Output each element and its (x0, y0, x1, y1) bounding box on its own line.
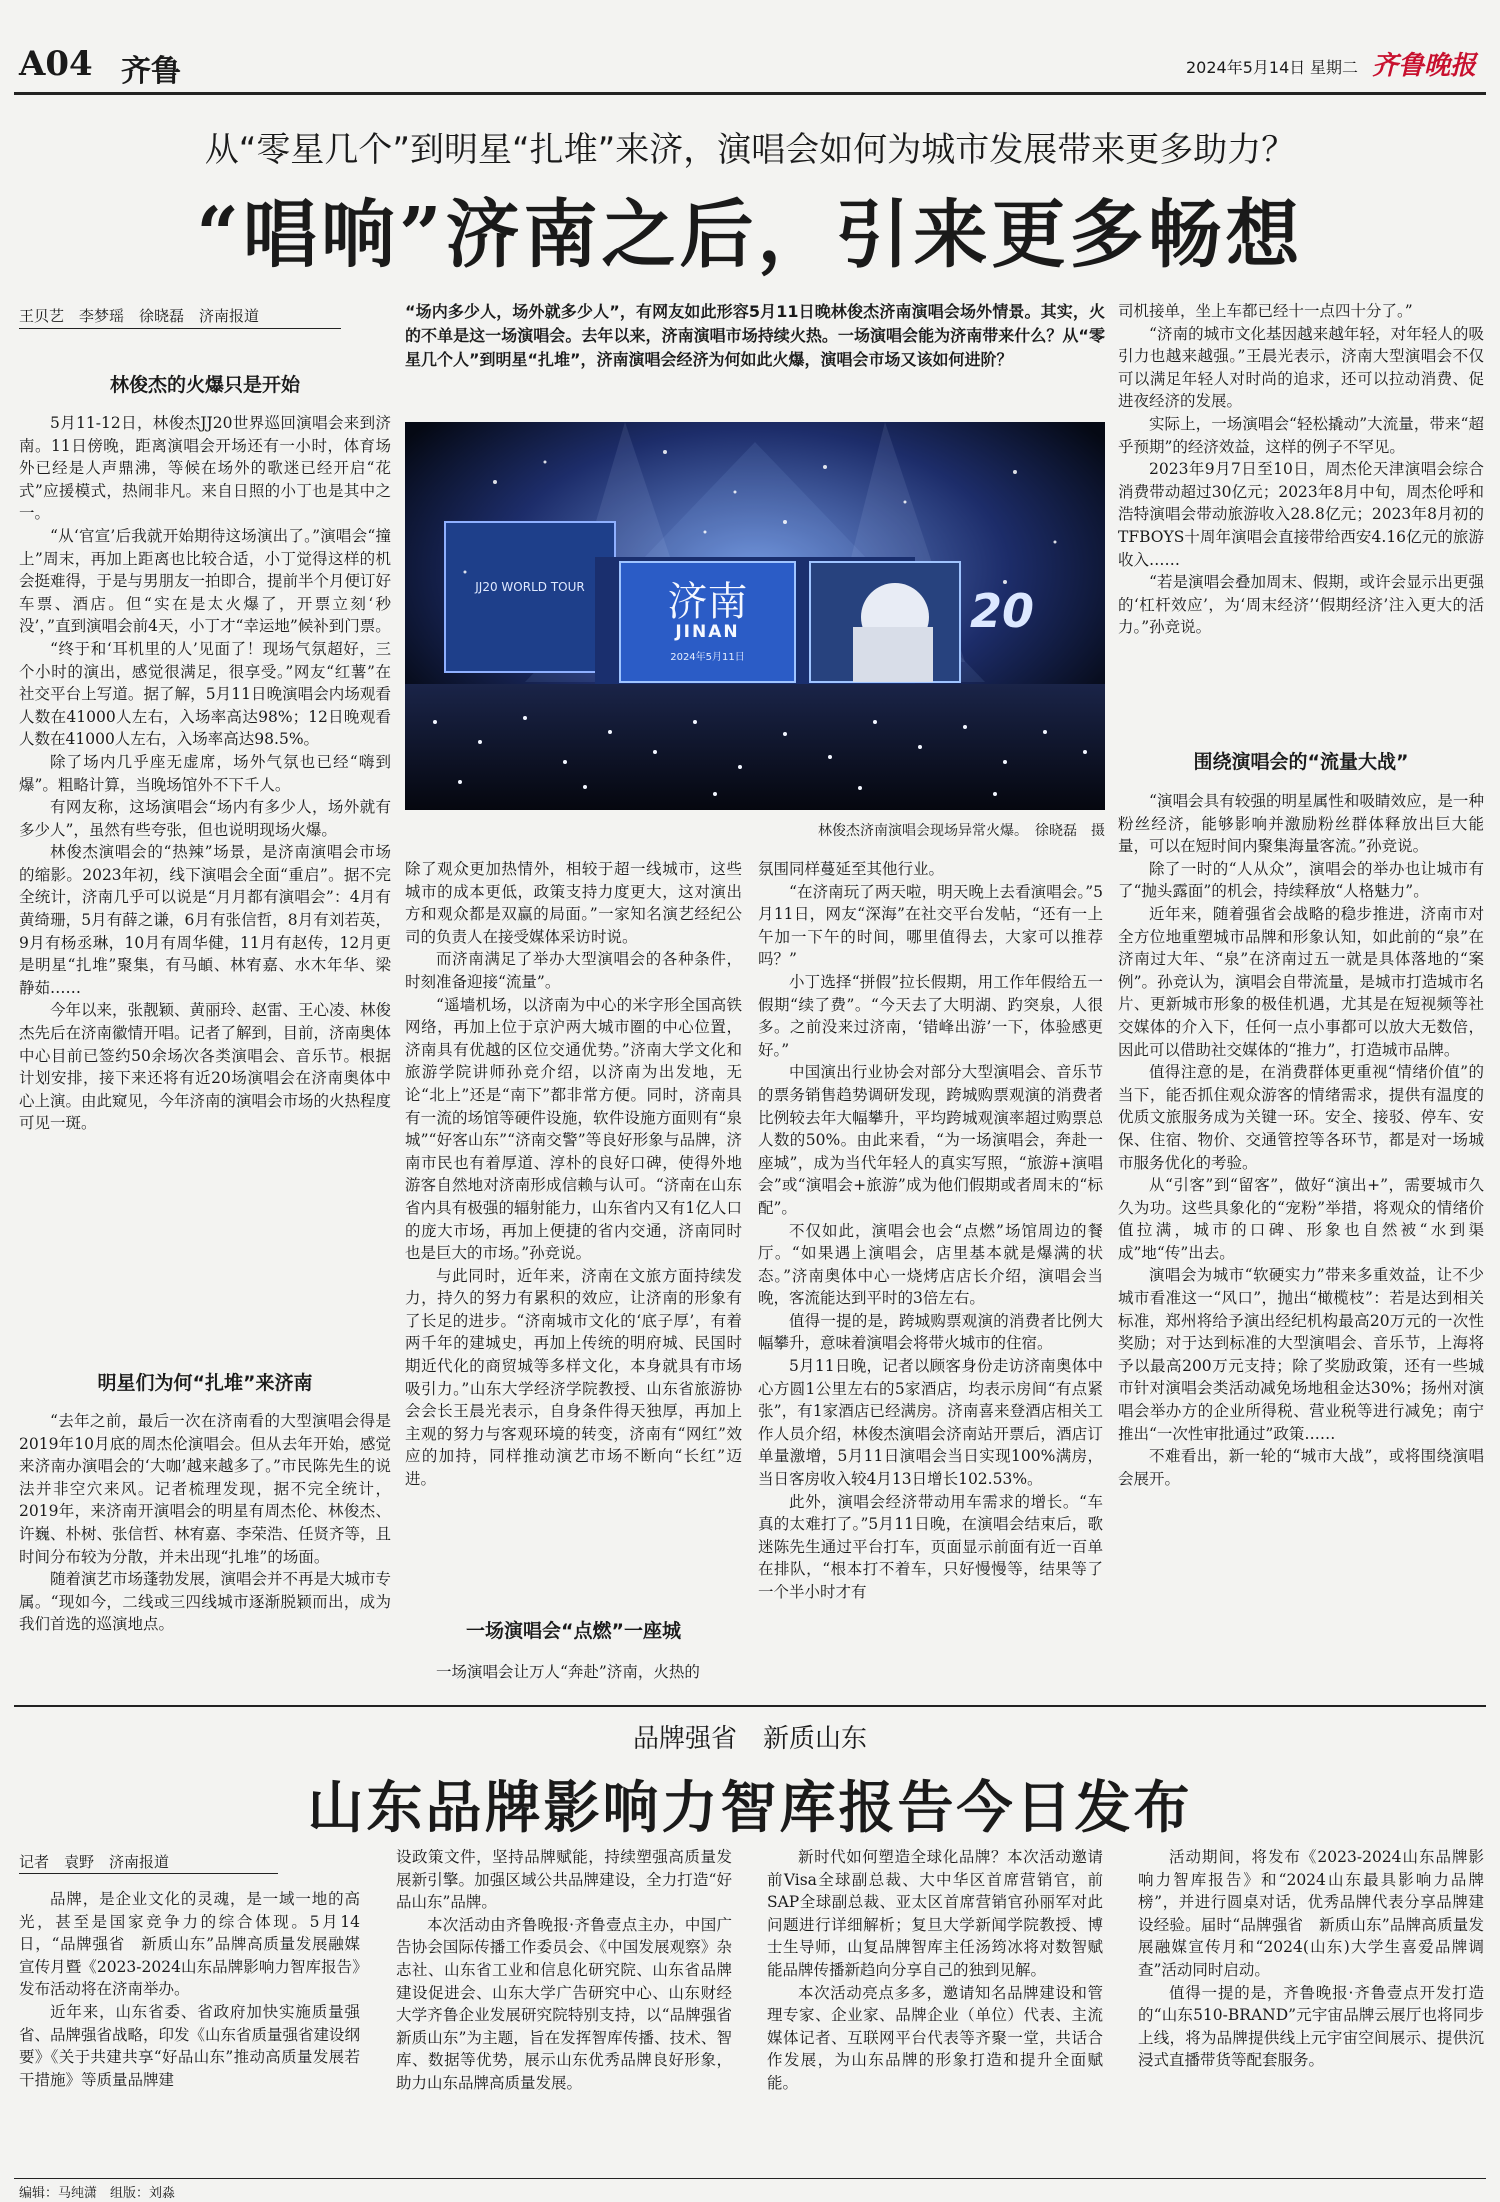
paragraph: 2023年9月7日至10日，周杰伦天津演唱会综合消费带动超过30亿元；2023年8月中旬，周杰伦呼和浩特演唱会带动旅游收入28.8亿元；2023年8月初的TFBOYS十周年演唱会直接带给西安4.16亿元的旅游收入…… (1118, 460, 1484, 569)
article1-kicker: 从“零星几个”到明星“扎堆”来济，演唱会如何为城市发展带来更多助力？ (204, 130, 1296, 170)
subhead-stars-gather: 明星们为何“扎堆”来济南 (97, 1372, 313, 1394)
article2-column-1 (19, 1888, 360, 2172)
paragraph: 不难看出，新一轮的“城市大战”，或将围绕演唱会展开。 (1118, 1447, 1484, 1488)
paragraph: 林俊杰演唱会的“热辣”场景，是济南演唱会市场的缩影。2023年初，线下演唱会全面“重启”。据不完全统计，济南几乎可以说是“月月都有演唱会”：4月有黄绮珊，5月有薛之谦，6月有张信哲，8月有刘若英，9月有杨丞琳，10月有周华健，11月有赵传，12月更是明星“扎堆”聚集，有马頔、林宥嘉、水木年华、梁静茹…… (19, 843, 391, 997)
footer-rule (14, 2178, 1486, 2179)
paragraph: 而济南满足了举办大型演唱会的各种条件，时刻准备迎接“流量”。 (405, 950, 742, 991)
subhead-concert-ignites-city: 一场演唱会“点燃”一座城 (466, 1620, 681, 1642)
page-code: A04 (19, 44, 93, 84)
article2-top-rule (14, 1705, 1486, 1707)
paragraph: 随着演艺市场蓬勃发展，演唱会并不再是大城市专属。“现如今，二线或三四线城市逐渐脱颖而出，成为我们首选的巡演地点。 (19, 1570, 392, 1634)
photo-caption: 林俊杰济南演唱会现场异常火爆。 徐晓磊 摄 (818, 823, 1105, 839)
issue-date: 2024年5月14日 (1186, 58, 1306, 77)
paragraph: 小丁选择“拼假”拉长假期，用工作年假给五一假期“续了费”。“今天去了大明湖、趵突泉，人很多。之前没来过济南，‘错峰出游’一下，体验感更好。” (758, 972, 1103, 1059)
subhead-traffic-war: 围绕演唱会的“流量大战” (1193, 751, 1409, 773)
article1-column-2 (405, 858, 742, 1590)
subhead-lin-junjie: 林俊杰的火爆只是开始 (109, 374, 300, 396)
paragraph: 一场演唱会让万人“奔赴”济南，火热的 (436, 1663, 700, 1681)
brand-logo: 齐鲁晚报 (1372, 51, 1477, 81)
byline-rule (19, 328, 341, 329)
section-name: 齐鲁 (121, 54, 181, 89)
screen-date: 2024年5月11日 (670, 652, 745, 663)
paragraph: 演唱会为城市“软硬实力”带来多重效益，让不少城市看准这一“风口”，抛出“橄榄枝”：若是达到相关标准，郑州将给予演出经纪机构最高20万元的一次性奖励；对于达到标准的大型演唱会、音乐节，上海将予以最高200万元支持；除了奖励政策，还有一些城市针对演唱会类活动减免场地租金达30%；扬州对演唱会举办方的企业所得税、营业税等进行减免；南宁推出“一次性审批通过”政策…… (1118, 1266, 1484, 1443)
article1-lead: “场内多少人，场外就多少人”，有网友如此形容5月11日晚林俊杰济南演唱会场外情景。其实，火的不单是这一场演唱会。去年以来，济南演唱市场持续火热。一场演唱会能为济南带来什么？从“零星几个人”到明星“扎堆”，济南演唱会经济为何如此火爆，演唱会市场又该如何进阶？ (405, 302, 1105, 369)
paragraph: 今年以来，张靓颖、黄丽玲、赵雷、王心凌、林俊杰先后在济南徽情开唱。记者了解到，目前，济南奥体中心目前已签约50余场次各类演唱会、音乐节。根据计划安排，接下来还将有近20场演唱会在济南奥体中心上演。由此窥见，今年济南的演唱会市场的火热程度可见一斑。 (19, 1001, 392, 1133)
paragraph: 有网友称，这场演唱会“场内有多少人，场外就有多少人”，虽然有些夸张，但也说明现场火爆。 (19, 798, 391, 839)
paragraph: “终于和‘耳机里的人’见面了！现场气氛超好，三个小时的演出，感觉很满足，很享受。”网友“红薯”在社交平台上写道。据了解，5月11日晚演唱会内场观看人数在41000人左右，入场率高达98%；12日晚观看人数在41000人左右，入场率高达98.5%。 (19, 639, 391, 749)
paragraph: “若是演唱会叠加周末、假期，或许会显示出更强的‘杠杆效应’，为‘周末经济’‘假期经济’注入更大的活力。”孙竞说。 (1118, 573, 1484, 637)
paragraph: 新时代如何塑造全球化品牌？本次活动邀请前Visa全球副总裁、大中华区首席营销官，前SAP全球副总裁、亚太区首席营销官孙丽军对此问题进行详细解析；复旦大学新闻学院教授、博士生导师，山复品牌智库主任汤筠冰将对数智赋能品牌传播新趋向分享自己的独到见解。 (767, 1848, 1103, 1979)
paragraph: “济南的城市文化基因越来越年轻，对年轻人的吸引力也越来越强。”王晨光表示，济南大型演唱会不仅可以满足年轻人对时尚的追求，还可以拉动消费、促进夜经济的发展。 (1118, 324, 1484, 411)
left-screen-text: JJ20 WORLD TOUR (475, 580, 585, 594)
paragraph: 值得一提的是，跨城购票观演的消费者比例大幅攀升，意味着演唱会将带火城市的住宿。 (758, 1311, 1103, 1353)
article1-byline: 王贝艺 李梦瑶 徐晓磊 济南报道 (19, 307, 260, 325)
paragraph: “演唱会具有较强的明星属性和吸睛效应，是一种粉丝经济，能够影响并激励粉丝群体释放出巨大能量，可以在短时间内聚集海量客流。”孙竞说。 (1118, 792, 1484, 856)
paragraph: 与此同时，近年来，济南在文旅方面持续发力，持久的努力有累积的效应，让济南的形象有了长足的进步。“济南城市文化的‘底子厚’，有着两千年的建城史，再加上传统的明府城、民国时期近代化的商贸城等多样文化，本身就具有市场吸引力。”山东大学经济学院教授、山东省旅游协会会长王晨光表示，自身条件得天独厚，再加上主观的努力与客观环境的转变，济南有“网红”效应的加持，同样推动演艺市场不断向“长红”迈进。 (405, 1266, 742, 1489)
concert-photo (405, 422, 1105, 810)
paragraph: 除了场内几乎座无虚席，场外气氛也已经“嗨到爆”。粗略计算，当晚场馆外不下千人。 (19, 752, 391, 794)
article2-kicker: 品牌强省 新质山东 (632, 1724, 867, 1754)
paragraph: 氛围同样蔓延至其他行业。 (758, 860, 945, 878)
footer-credits: 编辑：马纯潇 组版：刘淼 (19, 2186, 176, 2201)
article1-column-4b (1118, 790, 1484, 1694)
paragraph: 近年来，随着强省会战略的稳步推进，济南市对全方位地重塑城市品牌和形象认知，如此前的“泉”在济南过大年、“泉”在济南过五一就是具体落地的“案例”。孙竞认为，演唱会自带流量，是城市打造城市名片、更新城市形象的极佳机遇，尤其是在短视频等社交媒体的介入下，任何一点小事都可以放大无数倍，因此可以借助社交媒体的“推力”，打造城市品牌。 (1118, 904, 1484, 1059)
article1-headline: “唱响”济南之后，引来更多畅想 (196, 192, 1304, 278)
article2-column-2 (396, 1846, 748, 2174)
paragraph: “去年之前，最后一次在济南看的大型演唱会得是2019年10月底的周杰伦演唱会。但从去年开始，感觉来济南办演唱会的‘大咖’越来越多了。”市民陈先生的说法并非空穴来风。记者梳理发现，据不完全统计，2019年，来济南开演唱会的明星有周杰伦、林俊杰、许巍、朴树、张信哲、林宥嘉、李荣浩、任贤齐等，且时间分布较为分散，并未出现“扎堆”的场面。 (19, 1412, 392, 1566)
paragraph: 此外，演唱会经济带动用车需求的增长。“车真的太难打了。”5月11日晚，在演唱会结束后，歌迷陈先生通过平台打车，页面显示前面有近一百单在排队，“根本打不着车，只好慢慢等，结果等了一个半小时才有 (758, 1492, 1103, 1601)
paragraph: 不仅如此，演唱会也会“点燃”场馆周边的餐厅。“如果遇上演唱会，店里基本就是爆满的状态。”济南奥体中心一烧烤店店长介绍，演唱会当晚，客流能达到平时的3倍左右。 (758, 1221, 1103, 1308)
paragraph: 5月11-12日，林俊杰JJ20世界巡回演唱会来到济南。11日傍晚，距离演唱会开场还有一小时，体育场外已经是人声鼎沸，等候在场外的歌迷已经开启“花式”应援模式，热闹非凡。来自日照的小丁也是其中之一。 (19, 414, 391, 523)
article2-byline-rule (19, 1873, 278, 1874)
article1-column-3 (758, 858, 1103, 1692)
paragraph: 本次活动亮点多多，邀请知名品牌建设和管理专家、企业家、品牌企业（单位）代表、主流媒体记者、互联网平台代表等齐聚一堂，共话合作发展，为山东品牌的形象打造和提升全面赋能。 (767, 1983, 1103, 2092)
article2-byline: 记者 袁野 济南报道 (19, 1853, 170, 1871)
screen-city-name: 济南 (667, 579, 748, 625)
article1-column-1a (19, 412, 391, 1354)
paragraph: 除了观众更加热情外，相较于超一线城市，这些城市的成本更低，政策支持力度更大，这对演出方和观众都是双赢的局面。”一家知名演艺经纪公司的负责人在接受媒体采访时说。 (405, 860, 742, 946)
screen-city-pinyin: JINAN (675, 622, 740, 642)
masthead-rule (14, 92, 1486, 95)
svg-text:20: 20 (970, 584, 1035, 638)
paragraph: 司机接单，坐上车都已经十一点四十分了。” (1118, 302, 1413, 320)
paragraph: 实际上，一场演唱会“轻松撬动”大流量，带来“超乎预期”的经济效益，这样的例子不罕见。 (1118, 414, 1484, 456)
paragraph: 从“引客”到“留客”，做好“演出+”，需要城市久久为功。这些具象化的“宠粉”举措，将观众的情绪价值拉满，城市的口碑、形象也自然被“水到渠成”地“传”出去。 (1118, 1176, 1484, 1262)
paragraph: 近年来，山东省委、省政府加快实施质量强省、品牌强省战略，印发《山东省质量强省建设纲要》《关于共建共享“好品山东”推动高质量发展若干措施》等质量品牌建 (19, 2002, 361, 2089)
paragraph: “遥墙机场，以济南为中心的米字形全国高铁网络，再加上位于京沪两大城市圈的中心位置，济南具有优越的区位交通优势。”济南大学文化和旅游学院讲师孙竞介绍，以济南为出发地，无论“北上”还是“南下”都非常方便。同时，济南具有一流的场馆等硬件设施，软件设施方面则有“泉城”“好客山东”“济南交警”等良好形象与品牌，济南市民也有着厚道、淳朴的良好口碑，使得外地游客自然地对济南形成信赖与认可。“济南在山东省内具有极强的辐射能力，山东省内又有1亿人口的庞大市场，再加上便捷的省内交通，济南同时也是巨大的市场。”孙竞说。 (405, 995, 742, 1263)
issue-weekday: 星期二 (1310, 58, 1359, 77)
article2-headline: 山东品牌影响力智库报告今日发布 (307, 1775, 1193, 1841)
article1-column-1b (19, 1410, 391, 1692)
paragraph: 除了一时的“人从众”，演唱会的举办也让城市有了“抛头露面”的机会，持续释放“人格魅力”。 (1118, 859, 1484, 901)
paragraph: 值得一提的是，齐鲁晚报·齐鲁壹点开发打造的“山东510-BRAND”元宇宙品牌云展厅也将同步上线，将为品牌提供线上元宇宙空间展示、提供沉浸式直播带货等配套服务。 (1138, 1983, 1484, 2070)
article2-column-3 (767, 1846, 1103, 2174)
paragraph: 品牌，是企业文化的灵魂，是一域一地的高光，甚至是国家竞争力的综合体现。5月14日，“品牌强省 新质山东”品牌高质量发展融媒宣传月暨《2023-2024山东品牌影响力智库报告》发布活动将在济南举办。 (19, 1890, 360, 1999)
paragraph: 5月11日晚，记者以顾客身份走访济南奥体中心方圆1公里左右的5家酒店，均表示房间“有点紧张”，有1家酒店已经满房。济南喜来登酒店相关工作人员介绍，林俊杰演唱会济南站开票后，酒店订单量激增，5月11日演唱会当日实现100%满房，当日客房收入较4月13日增长102.53%。 (758, 1357, 1103, 1489)
paragraph: “在济南玩了两天啦，明天晚上去看演唱会。”5月11日，网友“深海”在社交平台发帖，“还有一上午加一下午的时间，哪里值得去，大家可以推荐吗？” (758, 882, 1103, 969)
paragraph: 设政策文件，坚持品牌赋能，持续塑强高质量发展新引擎。加强区域公共品牌建设，全力打造“好品山东”品牌。 (396, 1848, 732, 1912)
article1-column-2b (405, 1661, 742, 1691)
paragraph: 本次活动由齐鲁晚报·齐鲁壹点主办，中国广告协会国际传播工作委员会、《中国发展观察》杂志社、山东省工业和信息化研究院、山东省品牌建设促进会、山东大学广告研究中心、山东财经大学齐鲁企业发展研究院特别支持，以“品牌强省 新质山东”为主题，旨在发挥智库传播、技术、智库、数据等优势，展示山东优秀品牌良好形象，助力山东品牌高质量发展。 (396, 1915, 748, 2092)
paragraph: 中国演出行业协会对部分大型演唱会、音乐节的票务销售趋势调研发现，跨城购票观演的消费者比例较去年大幅攀升，平均跨城观演率超过购票总人数的50%。由此来看，“为一场演唱会，奔赴一座城”，成为当代年轻人的真实写照，“旅游+演唱会”或“演唱会+旅游”成为他们假期或者周末的“标配”。 (758, 1063, 1103, 1217)
article1-column-4a (1118, 300, 1484, 728)
article2-column-4 (1138, 1846, 1484, 2174)
paragraph: “从‘官宣’后我就开始期待这场演出了。”演唱会“撞上”周末，再加上距离也比较合适，小丁觉得这样的机会挺难得，于是与男朋友一拍即合，提前半个月便订好车票、酒店。但“实在是太火爆了，开票立刻‘秒没’，”直到演唱会前4天，小丁才“幸运地”候补到门票。 (19, 526, 392, 636)
paragraph: 活动期间，将发布《2023-2024山东品牌影响力智库报告》和“2024山东最具影响力品牌榜”，并进行圆桌对话，优秀品牌代表分享品牌建设经验。届时“品牌强省 新质山东”品牌高质量发展融媒宣传月和“2024(山东)大学生喜爱品牌调查”活动同时启动。 (1138, 1848, 1484, 1979)
paragraph: 值得注意的是，在消费群体更重视“情绪价值”的当下，能否抓住观众游客的情绪需求，提供有温度的优质文旅服务成为关键一环。安全、接驳、停车、安保、住宿、物价、交通管控等各环节，都是对一场城市服务优化的考验。 (1118, 1063, 1484, 1172)
